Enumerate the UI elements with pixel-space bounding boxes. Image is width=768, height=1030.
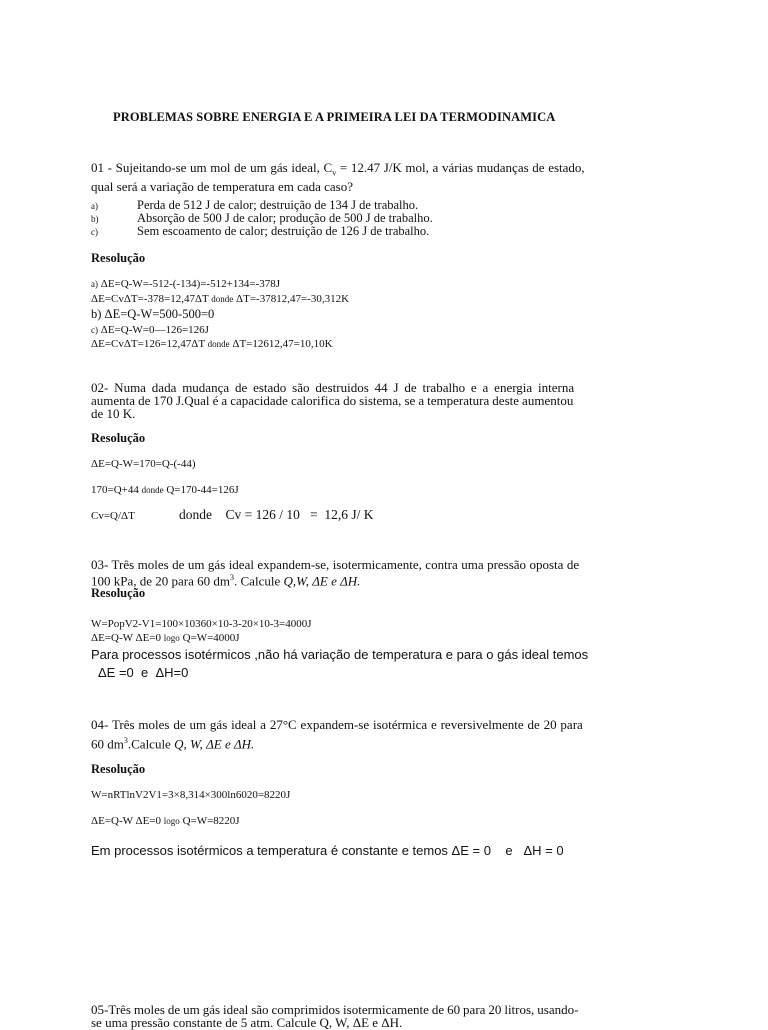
resolution-heading-4: Resolução [91, 762, 146, 776]
question-2-line3: de 10 K. [91, 406, 136, 421]
question-2-line2: aumenta de 170 J.Qual é a capacidade calorifica do sistema, se a temperatura deste aumentou [91, 393, 574, 408]
question-4: 04- Três moles de um gás ideal a 27°C expandem-se isotérmica e reversivelmente de 20 para 60 $dm^3.Calcule$ Q, W, ΔE e ΔH. [91, 718, 615, 750]
page-title: PROBLEMAS SOBRE ENERGIA E A PRIMEIRA LEI DA TERMODINAMICA [113, 110, 556, 124]
list-item-label: a) [91, 201, 98, 211]
calc-line: a) ΔE=Q-W=-512-(-134)=-512+134=-378J [91, 278, 280, 290]
question-3-line1: 03- Três moles de um gás ideal expandem-se, isotermicamente, contra uma pressão oposta de [91, 557, 580, 572]
list-item-label: c) [91, 227, 98, 237]
calc-line: b) ΔE=Q-W=500-500=0 [91, 307, 215, 321]
question-1-line1-pre: 01 - Sujeitando-se um mol de um gás ideal, C [91, 160, 333, 175]
question-1 [91, 161, 615, 193]
question-3: 03- Três moles de um gás ideal expandem-se, isotermicamente, contra uma pressão oposta de 100 kPa, de 20 para 60 $dm^3$. Calcule Q,W, ΔE e ΔH. [91, 558, 615, 587]
question-2 [91, 381, 614, 420]
question-5-line2: se uma pressão constante de 5 atm. Calcule Q, W, ΔE e ΔH. [91, 1015, 403, 1030]
calc-line: ΔE=CvΔT=-378=12,47ΔT donde ΔT=-37812,47=-30,312K [91, 293, 350, 305]
list-item [91, 224, 429, 239]
calc-line: ΔE=Q-W ΔE=0 logo Q=W=8220J [91, 815, 240, 827]
note-line: Em processos isotérmicos a temperatura é constante e temos ΔE = 0 e ΔH = 0 [91, 843, 564, 858]
calc-line: ΔE=Q-W=170=Q-(-44) [91, 458, 196, 470]
calc-line: donde Cv = 126 / 10 = 12,6 J/ K [179, 507, 374, 522]
resolution-heading-2: Resolução [91, 431, 146, 445]
note-line: Para processos isotérmicos ,não há variação de temperatura e para o gás ideal temos [91, 647, 589, 662]
calc-line: 170=Q+44 donde Q=170-44=126J [91, 484, 239, 496]
question-5 [91, 1003, 615, 1029]
resolution-heading-3: Resolução [91, 586, 146, 600]
calc-line: W=PopV2-V1=100×10360×10-3-20×10-3=4000J [91, 618, 312, 630]
resolution-heading-1: Resolução [91, 251, 146, 265]
calc-line: c) ΔE=Q-W=0—126=126J [91, 324, 209, 336]
list-item-text: Perda de 512 J de calor; destruição de 134 J de trabalho. [137, 198, 419, 212]
list-item-label: b) [91, 214, 99, 224]
note-line: ΔE =0 e ΔH=0 [98, 665, 189, 680]
calc-line: ΔE=CvΔT=126=12,47ΔT donde ΔT=12612,47=10,10K [91, 338, 333, 350]
question-4-line1: 04- Três moles de um gás ideal a 27°C expandem-se isotérmica e reversivelmente de 20 para [91, 717, 583, 732]
question-2-line1: 02- Numa dada mudança de estado são destruidos 44 J de trabalho e a energia interna [91, 380, 575, 395]
list-item-text: Sem escoamento de calor; destruição de 126 J de trabalho. [137, 224, 430, 238]
calc-line: W=nRTlnV2V1=3×8,314×300ln6020=8220J [91, 789, 291, 801]
list-item-text: Absorção de 500 J de calor; produção de 500 J de trabalho. [137, 211, 433, 225]
question-1-line1-post: = 12.47 J/K mol, a várias mudanças de estado, [336, 160, 585, 175]
question-5-line1: 05-Três moles de um gás ideal são comprimidos isotermicamente de 60 para 20 litros, usando- [91, 1002, 579, 1017]
calc-line: ΔE=Q-W ΔE=0 logo Q=W=4000J [91, 632, 240, 644]
question-1-subscript: v [332, 168, 337, 178]
calc-line: Cv=Q/ΔT [91, 510, 135, 522]
question-1-line2: qual será a variação de temperatura em cada caso? [91, 178, 354, 194]
